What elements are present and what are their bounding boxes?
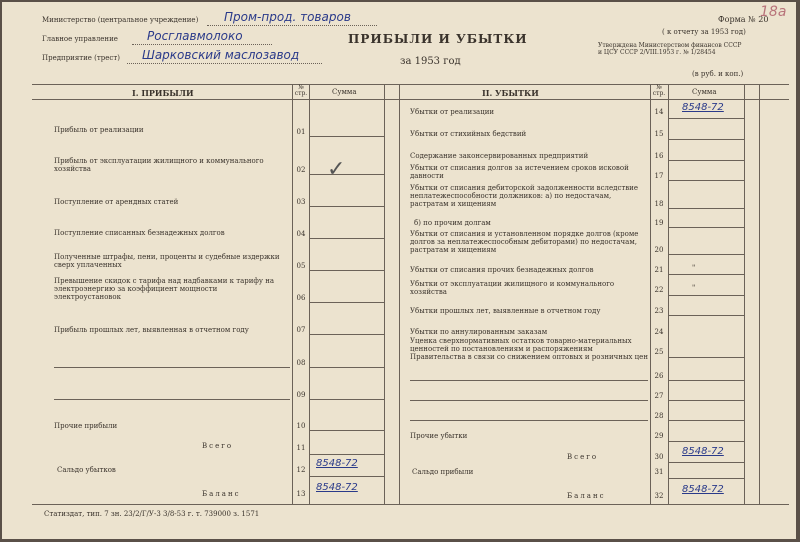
right-row-value: 8548-72: [682, 484, 724, 495]
left-row-code: 05: [296, 262, 306, 270]
right-row-label: Сальдо прибыли: [412, 468, 474, 476]
right-row-label: Убытки от реализации: [410, 108, 495, 116]
form-title: ПРИБЫЛИ И УБЫТКИ: [348, 32, 528, 46]
right-row-code: 14: [654, 108, 664, 116]
left-row-code: 11: [296, 444, 306, 452]
ministry-value: Пром-прод. товаров: [224, 10, 351, 24]
left-row-label: Поступление списанных безнадежных долгов: [54, 229, 225, 237]
right-row-code: 32: [654, 492, 664, 500]
right-row-code: 20: [654, 246, 664, 254]
left-row-code: 04: [296, 230, 306, 238]
left-row-code: 09: [296, 391, 306, 399]
left-row-code: 03: [296, 198, 306, 206]
right-row-code: 29: [654, 432, 664, 440]
form-note: ( к отчету за 1953 год): [662, 28, 746, 36]
approved-line-2: и ЦСУ СССР 2/VIII.1953 г. № 1/28454: [598, 49, 716, 56]
right-row-code: 22: [654, 286, 664, 294]
left-row-code: 13: [296, 490, 306, 498]
right-row-label: Уценка сверхнормативных остатков товарно-материальных ценностей по постановлениям и распоряжениям Правительства в связи со снижением оптовых и розничных цен: [410, 337, 648, 361]
form-sheet: Министерство (центральное учреждение) Пром-прод. товаров Главное управление Росглавмолоко Предприятие (трест) Шарковский маслозавод ПРИБЫЛИ И УБЫТКИ за 1953 год Форма № 20 ( к отчету за 1953 год) Утверждена Министерством финансов СССР и ЦСУ СССР 2/VIII.1953 г. № 1/28454 (в руб. и коп.) 18а I. ПРИБЫЛИ № стр. Сумма II. УБЫТКИ № стр. Сумма Прибыль от реализации 01 Прибыль от эксплуатации жилищного и коммунального хозяйства 02 ✓ Поступление от арендных статей 03 Поступление списанных безнадежных долгов 04 Полученные штрафы, пени, проценты и судебные издержки сверх уплаченных 05 Превышение скидок с тарифа над надбавками к тарифу на электроэнергию за коэффициент мощности электроустановок 06 Прибыль прошлых лет, выявленная в отчетном году 07 08 09 Прочие прибыли 10 Всего 11 Сальдо убытков 12 8548-72 Баланс 13 8548-72 Убытки от реализации 14 8548-72 Убытки от стихийных бедствий 15 Содержание законсервированных предприятий 16 Убытки от списания долгов за истечением сроков исковой давности 17 Убытки от списания дебиторской задолженности вследствие неплатежеспособности должников: а) по недостачам, растратам и хищениям 18 б) по прочим долгам 19 Убытки от списания и установленном порядке долгов (кроме долгов за неплатежеспособным дебиторами) по недостачам, растратам и хищениям 20 Убытки от списания прочих безнадежных долгов 21 " Убытки от эксплуатации жилищного и коммунального хозяйства 22 " Убытки прошлых лет, выявленные в отчетном году 23 Убытки по аннулированным заказам 24 Уценка сверхнормативных остатков товарно-материальных ценностей по постановлениям и распоряжениям Правительства в связи со снижением оптовых и розничных цен 25 26 27 28 Прочие убытки 29 Всего 30 8548-72 Сальдо прибыли 31 Баланс 32 8548-72 Статиздат, тип. 7 зн. 23/2/Г/У-3 3/8-53 г. т. 739000 з. 1571: [2, 2, 796, 539]
left-section-title: I. ПРИБЫЛИ: [132, 88, 194, 98]
right-row-label: б) по прочим долгам: [414, 219, 491, 227]
enterprise-label: Предприятие (трест): [42, 54, 120, 62]
right-row-label: Убытки прошлых лет, выявленные в отчетном году: [410, 307, 601, 315]
right-row-code: 17: [654, 172, 664, 180]
left-row-label: Прибыль от эксплуатации жилищного и коммунального хозяйства: [54, 157, 264, 173]
left-row-code: 01: [296, 128, 306, 136]
form-subtitle: за 1953 год: [400, 56, 461, 67]
sheet-mark: 18а: [760, 4, 787, 20]
right-row-label: Убытки от списания и установленном порядке долгов (кроме долгов за неплатежеспособным дебиторами) по недостачам, растратам и хищениям: [410, 230, 639, 254]
form-number: Форма № 20: [718, 15, 769, 24]
left-row-label: Полученные штрафы, пени, проценты и судебные издержки сверх уплаченных: [54, 253, 280, 269]
left-row-label: Баланс: [202, 490, 241, 498]
left-row-label: Поступление от арендных статей: [54, 198, 179, 206]
right-row-value: 8548-72: [682, 102, 724, 113]
left-row-code: 07: [296, 326, 306, 334]
left-row-value: 8548-72: [316, 458, 358, 469]
right-row-code: 18: [654, 200, 664, 208]
right-row-code: 31: [654, 468, 664, 476]
right-row-code: 16: [654, 152, 664, 160]
left-row-code: 06: [296, 294, 306, 302]
left-row-label: Прибыль от реализации: [54, 126, 144, 134]
right-section-title: II. УБЫТКИ: [482, 88, 539, 98]
directorate-value: Росглавмолоко: [147, 29, 243, 43]
right-col-sum: Сумма: [692, 88, 717, 96]
directorate-label: Главное управление: [42, 35, 118, 43]
left-row-label: Прибыль прошлых лет, выявленная в отчетном году: [54, 326, 249, 334]
left-row-label: Прочие прибыли: [54, 422, 118, 430]
left-row-label: Всего: [202, 442, 234, 450]
left-row-value: 8548-72: [316, 482, 358, 493]
right-row-label: Убытки от стихийных бедствий: [410, 130, 527, 138]
left-col-code: № стр.: [294, 84, 308, 97]
right-row-label: Убытки от списания долгов за истечением сроков исковой давности: [410, 164, 629, 180]
right-row-code: 19: [654, 219, 664, 227]
left-row-code: 10: [296, 422, 306, 430]
right-row-code: 25: [654, 348, 664, 356]
left-row-code: 02: [296, 166, 306, 174]
right-row-code: 15: [654, 130, 664, 138]
right-row-label: Всего: [567, 453, 599, 461]
right-row-label: Убытки от эксплуатации жилищного и коммунального хозяйства: [410, 280, 615, 296]
right-row-code: 24: [654, 328, 664, 336]
right-row-code: 27: [654, 392, 664, 400]
left-row-label: Сальдо убытков: [57, 466, 116, 474]
right-row-code: 26: [654, 372, 664, 380]
left-row-label: Превышение скидок с тарифа над надбавками к тарифу на электроэнергию за коэффициент мощности электроустановок: [54, 277, 275, 301]
right-col-code: № стр.: [652, 84, 666, 97]
ministry-label: Министерство (центральное учреждение): [42, 16, 199, 24]
enterprise-value: Шарковский маслозавод: [142, 48, 300, 62]
right-row-label: Убытки от списания дебиторской задолженности вследствие неплатежеспособности должников: а) по недостачам, растратам и хищениям: [410, 184, 638, 208]
left-col-sum: Сумма: [332, 88, 357, 96]
left-row-code: 12: [296, 466, 306, 474]
left-row-code: 08: [296, 359, 306, 367]
right-row-label: Баланс: [567, 492, 606, 500]
right-row-label: Прочие убытки: [410, 432, 468, 440]
imprint: Статиздат, тип. 7 зн. 23/2/Г/У-3 3/8-53 г. т. 739000 з. 1571: [44, 510, 260, 518]
right-row-label: Содержание законсервированных предприятий: [410, 152, 589, 160]
right-row-label: Убытки по аннулированным заказам: [410, 328, 548, 336]
right-row-label: Убытки от списания прочих безнадежных долгов: [410, 266, 594, 274]
right-row-value: 8548-72: [682, 446, 724, 457]
right-row-code: 30: [654, 453, 664, 461]
right-row-code: 23: [654, 307, 664, 315]
approved-line-1: Утверждена Министерством финансов СССР: [598, 42, 742, 49]
right-row-code: 28: [654, 412, 664, 420]
units-note: (в руб. и коп.): [692, 70, 744, 78]
right-row-code: 21: [654, 266, 664, 274]
